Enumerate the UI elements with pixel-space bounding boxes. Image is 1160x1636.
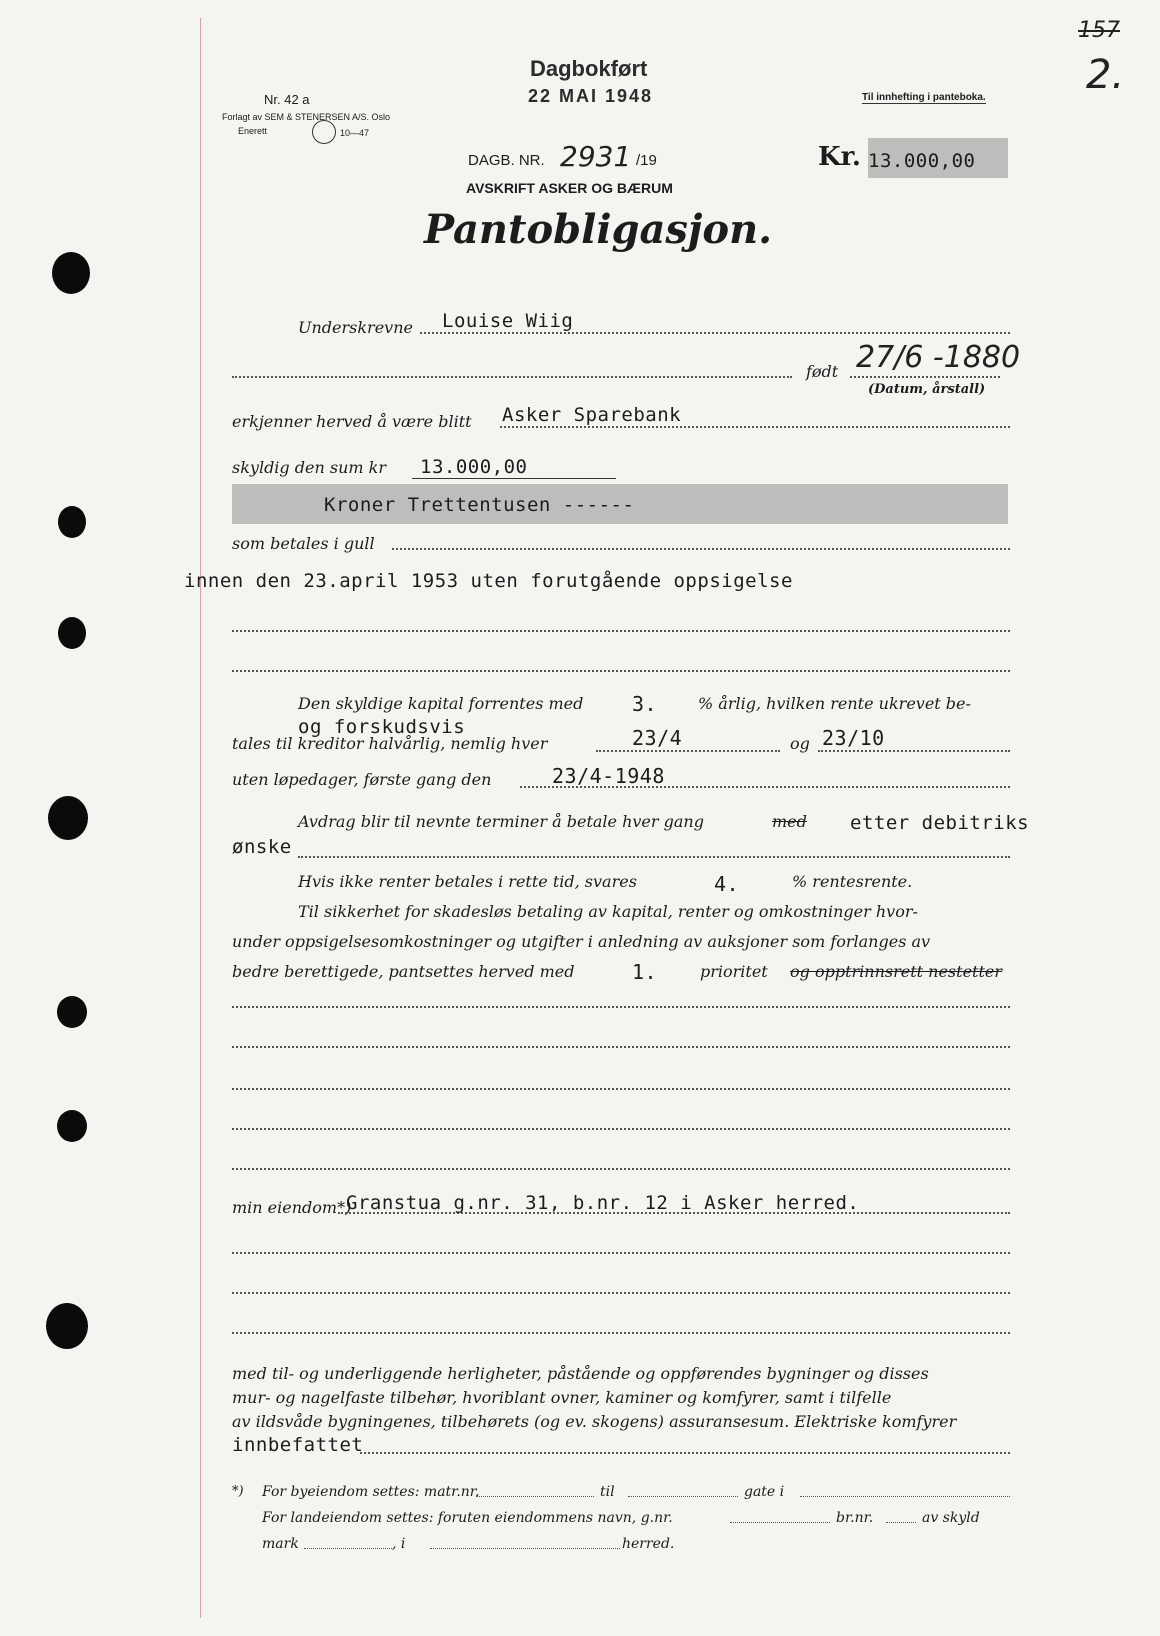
publisher-logo [312,120,336,144]
words-value: Kroner Trettentusen ------ [324,494,635,516]
gold-label: som betales i gull [232,534,375,553]
terms-and: og [790,734,810,753]
closing-line2: mur- og nagelfaste tilbehør, hvoriblant ovner, kaminer og komfyrer, samt i tilfelle [232,1388,892,1407]
blank-line-2 [232,670,1010,672]
dagb-number: 2931 [560,140,632,173]
owe-label: skyldig den sum kr [232,458,386,477]
blank-line-4 [232,1046,1010,1048]
footnote-l2-dots2 [886,1522,916,1523]
footnote-l2c: av skyld [922,1510,980,1526]
penalty-suffix: % rentesrente. [792,872,913,891]
registry-stamp: AVSKRIFT ASKER OG BÆRUM [466,180,673,196]
footnote-l3a: mark [262,1536,299,1552]
punch-hole [57,996,87,1028]
publisher-line2: Enerett [238,126,268,136]
blank-line-10 [232,1332,1010,1334]
dagb-label: DAGB. NR. [468,152,545,169]
closing-line4-dots [360,1452,1010,1454]
acknowledge-label: erkjenner herved å være blitt [232,412,472,431]
footnote-star: *) [232,1484,244,1499]
owe-value: 13.000,00 [420,456,528,478]
date2-value: 23/10 [822,726,885,750]
security-line2: under oppsigelsesomkostninger og utgifter i anledning av auksjoner som forlanges av [232,932,931,951]
priority-value: 1. [632,960,658,984]
blank-line-1 [232,630,1010,632]
installment-value: etter debitriks [850,812,1030,834]
creditor-line [500,426,1010,428]
installment-line [298,856,1010,858]
priority-label: prioritet [700,962,768,981]
priority-prefix: bedre berettigede, pantsettes herved med [232,962,575,981]
footnote-l1c: gate i [744,1484,785,1500]
footnote-l3-dots1 [304,1548,392,1549]
born-line [850,376,1000,378]
publisher-line1: Forlagt av SEM & STENERSEN A/S. Oslo [222,112,391,122]
punch-hole [58,617,86,649]
date1-line [596,750,780,752]
amount-label: Kr. [818,142,861,172]
form-number: Nr. 42 a [264,92,310,107]
interest-prefix: Den skyldige kapital forrentes med [298,694,584,713]
stamp-line2: 22 MAI 1948 [528,86,654,106]
blank-line-3 [232,1006,1010,1008]
installment-value2: ønske [232,836,292,858]
interest-addition: og forskudsvis [298,716,466,738]
penalty-prefix: Hvis ikke renter betales i rette tid, svares [298,872,637,891]
priority-struck: og opptrinnsrett nestetter [790,962,1003,981]
footnote-l1-dots3 [800,1496,1010,1497]
struck-page-number: 157 [1078,18,1120,43]
footnote-l3-dots2 [430,1548,620,1549]
closing-line1: med til- og underliggende herligheter, påstående og oppførendes bygninger og disses [232,1364,929,1383]
born-value: 27/6 -1880 [856,340,1021,375]
punch-hole [46,1303,88,1349]
stamp-line1: Dagbokført [530,56,648,81]
dagb-suffix: /19 [636,152,657,169]
undersigned-line [420,332,1010,334]
installment-prefix: Avdrag blir til nevnte terminer å betale hver gang [298,812,704,831]
gold-line [392,548,1010,550]
property-value: Granstua g.nr. 31, b.nr. 12 i Asker herred. [346,1192,860,1214]
footnote-l3c: herred. [622,1536,675,1552]
footnote-l2-dots1 [730,1522,830,1523]
blank-line-7 [232,1168,1010,1170]
blank-line-8 [232,1252,1010,1254]
property-label: min eiendom*) [232,1198,352,1217]
date2-line [818,750,1010,752]
document-title: Pantobligasjon. [424,206,773,253]
security-line1: Til sikkerhet for skadesløs betaling av kapital, renter og omkostninger hvor- [298,902,918,921]
amount-value: 13.000,00 [868,150,976,172]
due-line: innen den 23.april 1953 uten forutgående oppsigelse [184,570,793,592]
attachment-note: Til innhefting i panteboka. [862,92,986,103]
punch-hole [57,1110,87,1142]
date1-value: 23/4 [632,726,683,750]
interest-rate: 3. [632,692,658,716]
owe-line [412,478,616,479]
closing-line4: innbefattet [232,1434,364,1456]
blank-line-9 [232,1292,1010,1294]
publisher-line3: 10—47 [340,128,370,138]
first-date-value: 23/4-1948 [552,764,665,788]
born-hint: (Datum, årstall) [868,382,986,397]
punch-hole [58,506,86,538]
undersigned-label: Underskrevne [298,318,413,337]
punch-hole [48,796,88,840]
blank-line-5 [232,1088,1010,1090]
terms-prefix: tales til kreditor halvårlig, nemlig hver [232,734,548,753]
margin-line [200,18,201,1618]
penalty-rate: 4. [714,872,740,896]
footnote-l1-dots2 [628,1496,738,1497]
punch-hole [52,252,90,294]
footnote-l1b: til [600,1484,615,1500]
born-preline [232,376,792,378]
undersigned-value: Louise Wiig [442,310,574,332]
blank-line-6 [232,1128,1010,1130]
creditor-value: Asker Sparebank [502,404,682,426]
footnote-l1a: For byeiendom settes: matr.nr. [262,1484,480,1500]
footnote-l1-dots1 [476,1496,594,1497]
page-number: 2. [1086,52,1125,98]
first-date-prefix: uten løpedager, første gang den [232,770,492,789]
interest-suffix: % årlig, hvilken rente ukrevet be- [698,694,971,713]
born-label: født [806,362,839,381]
footnote-l2b: br.nr. [836,1510,874,1526]
closing-line3: av ildsvåde bygningenes, tilbehørets (og ev. skogens) assuransesum. Elektriske komfyrer [232,1412,957,1431]
footnote-l3b: , i [392,1536,406,1552]
footnote-l2a: For landeiendom settes: foruten eiendommens navn, g.nr. [262,1510,673,1526]
installment-struck: med [772,812,807,831]
